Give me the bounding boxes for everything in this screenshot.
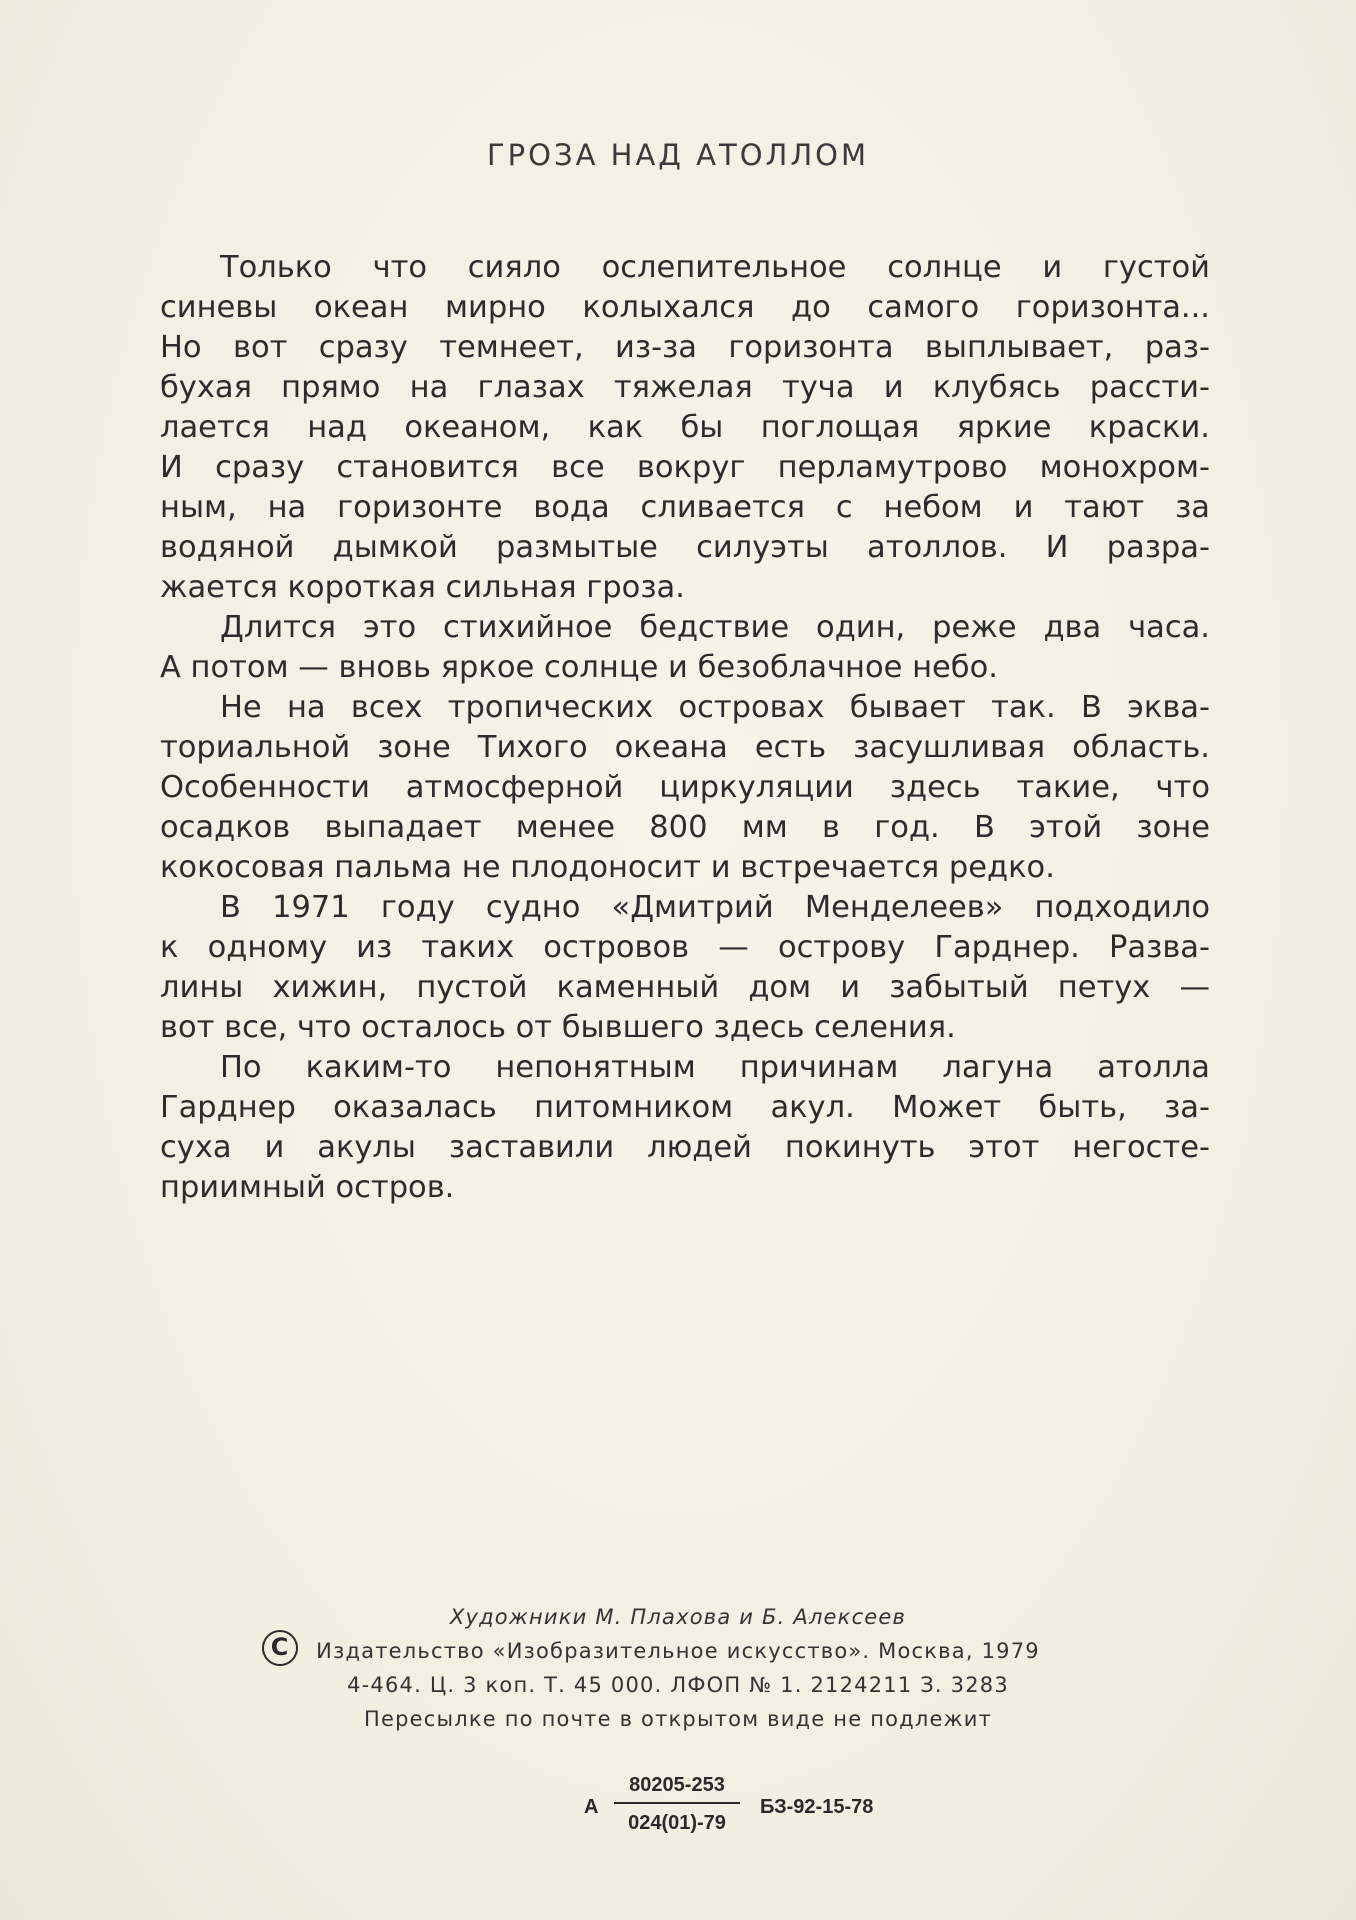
copyright-icon: C	[262, 1630, 298, 1666]
text-line: Длится это стихийное бедствие один, реже два часа.	[220, 610, 1210, 645]
text-line: приимный остров.	[160, 1170, 455, 1205]
text-line: ториальной зоне Тихого океана есть засушливая область.	[160, 730, 1210, 765]
text-line: А потом — вновь яркое солнце и безоблачное небо.	[160, 650, 998, 685]
text-line: И сразу становится все вокруг перламутрово монохром-	[160, 450, 1210, 485]
fraction-bar	[614, 1802, 740, 1804]
text-line: Но вот сразу темнеет, из-за горизонта выплывает, раз-	[160, 330, 1210, 365]
text-line: вот все, что осталось от бывшего здесь селения.	[160, 1010, 956, 1045]
mail-note: Пересылке по почте в открытом виде не подлежит	[363, 1707, 993, 1731]
text-line: синевы океан мирно колыхался до самого горизонта...	[160, 290, 1210, 325]
print-info: 4-464. Ц. 3 коп. Т. 45 000. ЛФОП № 1. 2124211 З. 3283	[347, 1673, 1009, 1697]
text-line: Особенности атмосферной циркуляции здесь такие, что	[160, 770, 1210, 805]
text-line: Не на всех тропических островах бывает так. В эква-	[220, 690, 1210, 725]
text-line: лины хижин, пустой каменный дом и забытый петух —	[160, 970, 1210, 1005]
catalog-fraction	[614, 1770, 740, 1838]
credits-block	[0, 1600, 1356, 1736]
artists-credit: Художники М. Плахова и Б. Алексеев	[449, 1605, 907, 1629]
catalog-denominator: 024(01)-79	[628, 1812, 726, 1834]
text-line: Только что сияло ослепительное солнце и густой	[220, 250, 1210, 285]
text-line: Гарднер оказалась питомником акул. Может быть, за-	[160, 1090, 1210, 1125]
text-line: к одному из таких островов — острову Гарднер. Разва-	[160, 930, 1210, 965]
text-line: бухая прямо на глазах тяжелая туча и клубясь рассти-	[160, 370, 1210, 405]
text-line: водяной дымкой размытые силуэты атоллов. И разра-	[160, 530, 1210, 565]
text-line: лается над океаном, как бы поглощая яркие краски.	[160, 410, 1210, 445]
text-line: ным, на горизонте вода сливается с небом и тают за	[160, 490, 1210, 525]
text-line: осадков выпадает менее 800 мм в год. В этой зоне	[160, 810, 1210, 845]
article-body	[160, 248, 1210, 1208]
text-line: По каким-то непонятным причинам лагуна атолла	[220, 1050, 1210, 1085]
catalog-index: БЗ-92-15-78	[760, 1796, 874, 1818]
publisher-credit: Издательство «Изобразительное искусство». Москва, 1979	[316, 1639, 1040, 1663]
publisher-row	[270, 1633, 1040, 1668]
page-title: ГРОЗА НАД АТОЛЛОМ	[486, 138, 869, 172]
catalog-letter: А	[584, 1796, 599, 1818]
text-line: жается короткая сильная гроза.	[160, 570, 685, 605]
text-line: кокосовая пальма не плодоносит и встречается редко.	[160, 850, 1055, 885]
catalog-numerator: 80205-253	[629, 1774, 725, 1796]
text-line: суха и акулы заставили людей покинуть этот негосте-	[160, 1130, 1210, 1165]
text-line: В 1971 году судно «Дмитрий Менделеев» подходило	[220, 890, 1210, 925]
